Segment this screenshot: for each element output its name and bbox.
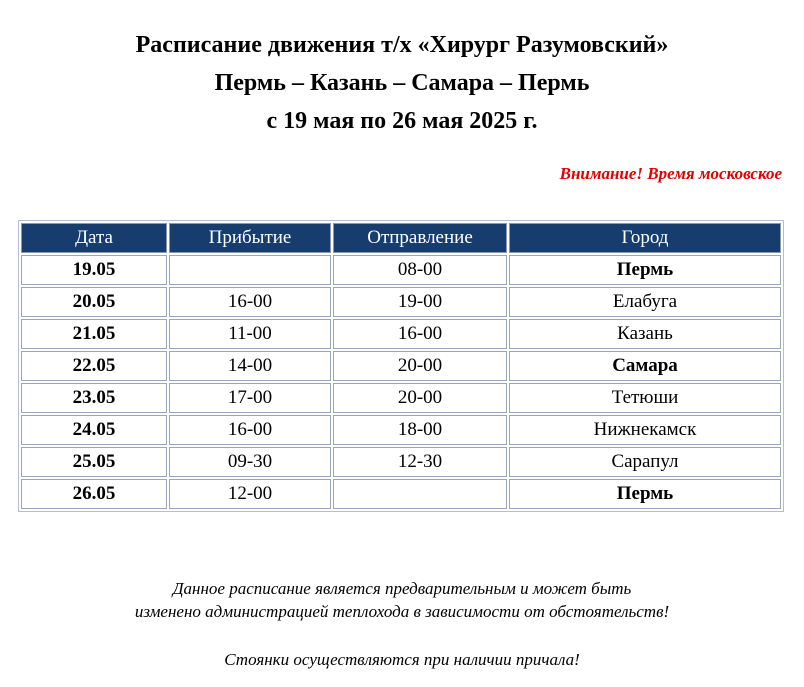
date-range-title: с 19 мая по 26 мая 2025 г. <box>266 108 538 134</box>
timezone-warning: Внимание! Время московское <box>559 164 782 183</box>
column-header-departure: Отправление <box>333 223 507 253</box>
departure-cell: 20-00 <box>333 383 507 413</box>
schedule-table <box>18 220 784 512</box>
arrival-cell: 16-00 <box>169 415 331 445</box>
city-cell: Нижнекамск <box>509 415 781 445</box>
table-header-row <box>21 223 781 253</box>
schedule-body <box>21 255 781 509</box>
city-cell: Сарапул <box>509 447 781 477</box>
city-cell: Пермь <box>509 479 781 509</box>
column-header-arrival: Прибытие <box>169 223 331 253</box>
date-cell: 21.05 <box>21 319 167 349</box>
departure-cell: 16-00 <box>333 319 507 349</box>
date-cell: 22.05 <box>21 351 167 381</box>
table-row <box>21 319 781 349</box>
table-row <box>21 415 781 445</box>
arrival-cell: 17-00 <box>169 383 331 413</box>
title-block <box>0 26 804 140</box>
disclaimer-line-1: Данное расписание является предварительным и может быть <box>172 579 632 598</box>
departure-cell: 18-00 <box>333 415 507 445</box>
city-cell: Пермь <box>509 255 781 285</box>
departure-cell: 12-30 <box>333 447 507 477</box>
table-row <box>21 351 781 381</box>
arrival-cell: 16-00 <box>169 287 331 317</box>
date-cell: 24.05 <box>21 415 167 445</box>
disclaimer-line-2: изменено администрацией теплохода в зависимости от обстоятельств! <box>134 602 670 621</box>
route-title: Пермь – Казань – Самара – Пермь <box>214 70 590 96</box>
table-row <box>21 383 781 413</box>
city-cell: Елабуга <box>509 287 781 317</box>
departure-cell: 19-00 <box>333 287 507 317</box>
departure-cell <box>333 479 507 509</box>
table-row <box>21 479 781 509</box>
city-cell: Тетюши <box>509 383 781 413</box>
departure-cell: 08-00 <box>333 255 507 285</box>
date-cell: 25.05 <box>21 447 167 477</box>
date-cell: 19.05 <box>21 255 167 285</box>
table-row <box>21 255 781 285</box>
arrival-cell: 12-00 <box>169 479 331 509</box>
arrival-cell: 14-00 <box>169 351 331 381</box>
departure-cell: 20-00 <box>333 351 507 381</box>
table-row <box>21 447 781 477</box>
column-header-city: Город <box>509 223 781 253</box>
arrival-cell: 11-00 <box>169 319 331 349</box>
city-cell: Казань <box>509 319 781 349</box>
mooring-note: Стоянки осуществляются при наличии причала! <box>224 650 580 669</box>
arrival-cell: 09-30 <box>169 447 331 477</box>
column-header-date: Дата <box>21 223 167 253</box>
table-row <box>21 287 781 317</box>
date-cell: 26.05 <box>21 479 167 509</box>
arrival-cell <box>169 255 331 285</box>
city-cell: Самара <box>509 351 781 381</box>
page-title: Расписание движения т/х «Хирург Разумовский» <box>135 32 669 58</box>
date-cell: 20.05 <box>21 287 167 317</box>
date-cell: 23.05 <box>21 383 167 413</box>
